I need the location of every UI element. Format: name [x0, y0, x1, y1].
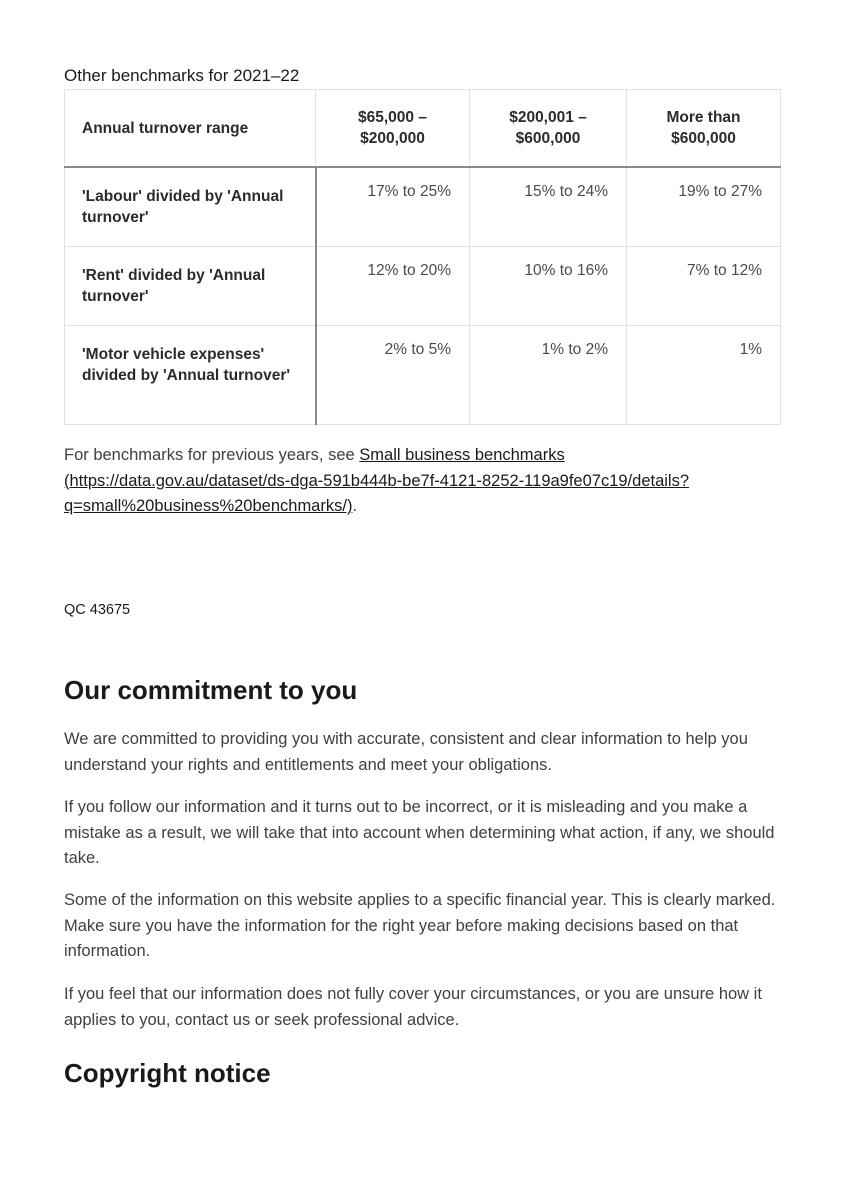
qc-number: QC 43675 [64, 602, 131, 618]
header-line: $200,000 [360, 130, 425, 147]
table-cell: 19% to 27% [627, 167, 781, 246]
previous-years-paragraph [64, 443, 780, 520]
previous-years-prefix: For benchmarks for previous years, see [64, 446, 360, 464]
row-label-labour: 'Labour' divided by 'Annual turnover' [65, 167, 316, 246]
header-65000-200000 [316, 90, 470, 168]
table-row [65, 325, 781, 424]
table-cell: 1% [627, 325, 781, 424]
table-cell: 7% to 12% [627, 246, 781, 325]
table-cell: 1% to 2% [470, 325, 627, 424]
header-200001-600000 [470, 90, 627, 168]
small-business-benchmarks-link[interactable]: Small business benchmarks (https://data.gov.au/dataset/ds-dga-591b444b-be7f-4121-8252-119a9fe07c19/details?q=small%20business%20benchmarks/) [64, 446, 690, 515]
table-cell: 10% to 16% [470, 246, 627, 325]
header-annual-turnover-range: Annual turnover range [65, 90, 316, 168]
header-line: $65,000 – [358, 109, 427, 126]
commitment-paragraph-2: If you follow our information and it turns out to be incorrect, or it is misleading and you make a mistake as a result, we will take that into account when determining what action, if any, we should take. [64, 798, 775, 867]
table-row [65, 167, 781, 246]
table-caption: Other benchmarks for 2021–22 [64, 66, 300, 85]
header-line: $200,001 – [509, 109, 587, 126]
header-line: $600,000 [671, 130, 736, 147]
header-line: $600,000 [515, 130, 581, 147]
table-cell: 15% to 24% [470, 167, 627, 246]
row-label-motor-vehicle: 'Motor vehicle expenses' divided by 'Annual turnover' [65, 325, 316, 424]
commitment-heading: Our commitment to you [64, 675, 358, 705]
commitment-paragraph-4: If you feel that our information does not fully cover your circumstances, or you are unsure how it applies to you, contact us or seek professional advice. [64, 985, 762, 1029]
row-label-rent: 'Rent' divided by 'Annual turnover' [65, 246, 316, 325]
commitment-paragraph-1: We are committed to providing you with accurate, consistent and clear information to help you understand your rights and entitlements and meet your obligations. [64, 730, 748, 774]
header-line: More than [666, 109, 741, 126]
header-more-than-600000 [627, 90, 781, 168]
commitment-paragraph-3: Some of the information on this website applies to a specific financial year. This is clearly marked. Make sure you have the information for the right year before making decisions based on that information. [64, 891, 776, 960]
benchmarks-table [64, 89, 781, 425]
table-cell: 17% to 25% [316, 167, 470, 246]
table-row [65, 246, 781, 325]
copyright-heading: Copyright notice [64, 1058, 271, 1088]
table-cell: 12% to 20% [316, 246, 470, 325]
table-cell: 2% to 5% [316, 325, 470, 424]
table-header-row [65, 90, 781, 168]
previous-years-suffix: . [352, 497, 358, 515]
